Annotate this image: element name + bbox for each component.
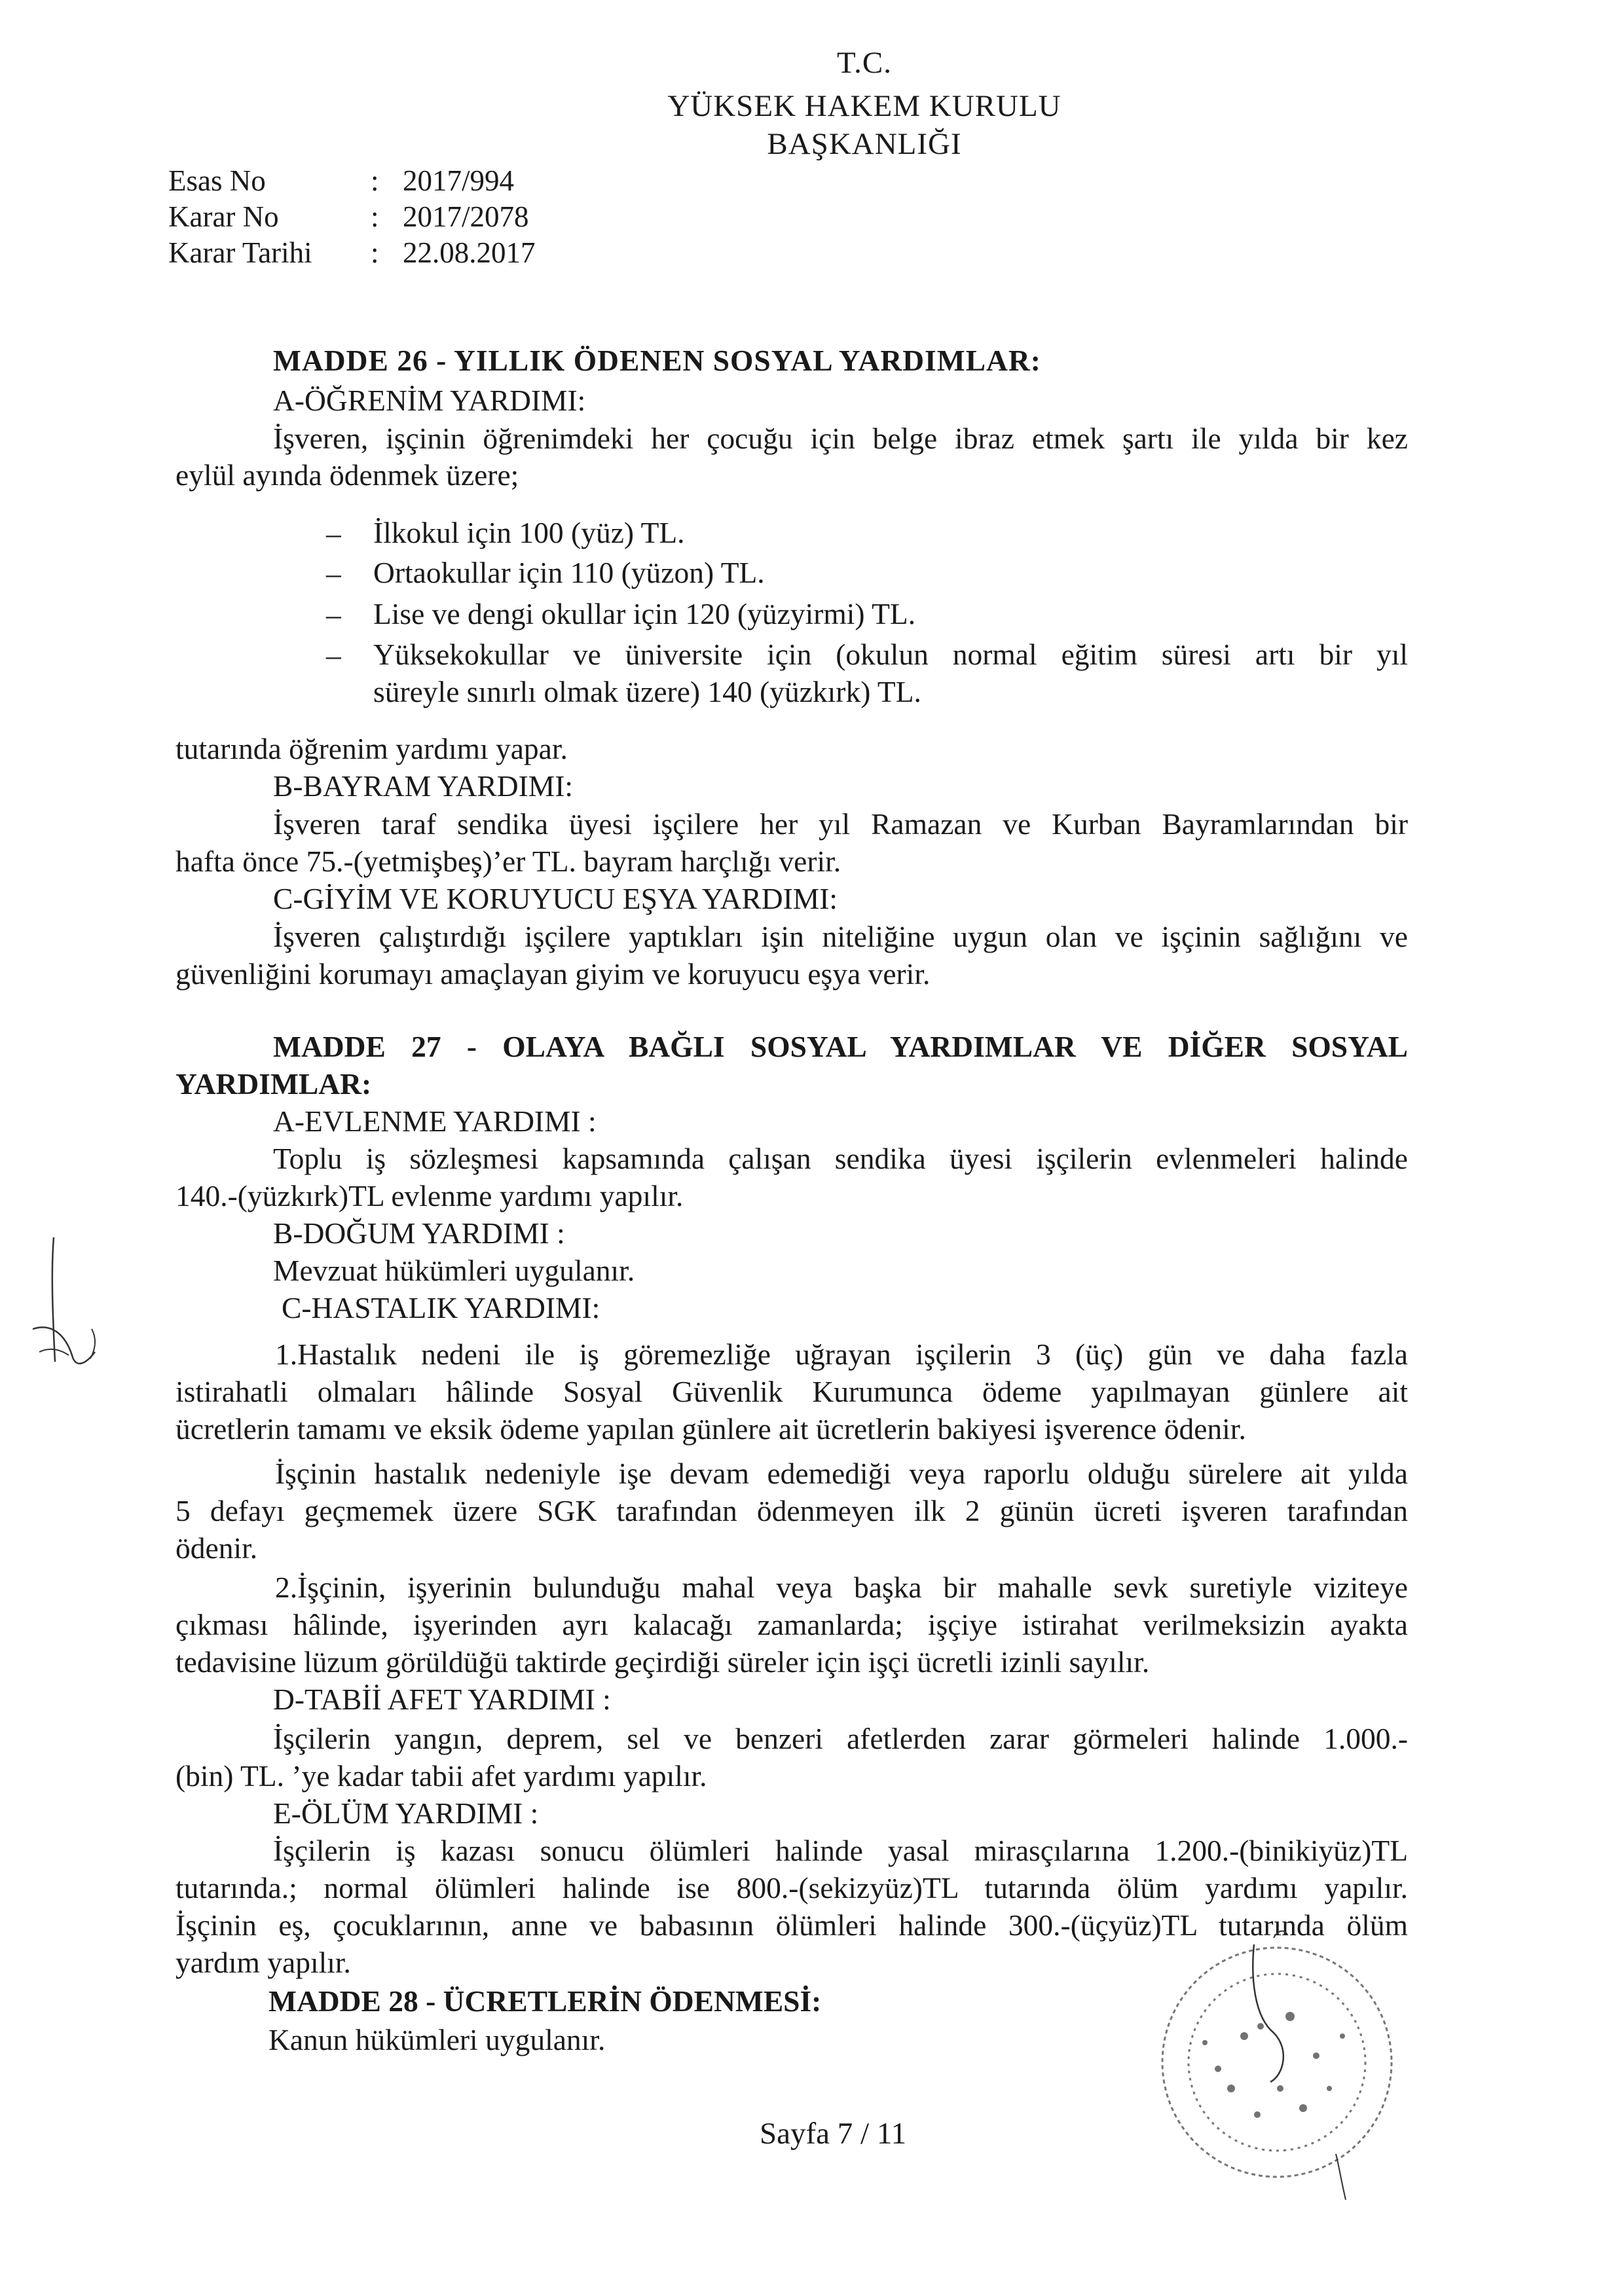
meta-tarih-value: 22.08.2017 [403, 236, 536, 269]
meta-tarih-colon: : [371, 236, 379, 269]
madde27-title-line2: YARDIMLAR: [175, 1067, 372, 1101]
page-number: Sayfa 7 / 11 [760, 2117, 907, 2151]
meta-esas-label: Esas No [168, 164, 266, 197]
madde26-a-end: tutarında öğrenim yardımı yapar. [175, 732, 568, 765]
madde26-a-line2: eylül ayında ödenmek üzere; [175, 458, 519, 492]
madde26-a-line1: İşveren, işçinin öğrenimdeki her çocuğu için belge ibraz etmek şartı ile yılda bir kez [273, 422, 1408, 455]
madde27-e-line1: İşçilerin iş kazası sonucu ölümleri halinde yasal mirasçılarına 1.200.-(binikiyüz)TL [273, 1834, 1408, 1867]
madde26-c-title: C-GİYİM VE KORUYUCU EŞYA YARDIMI: [273, 882, 838, 915]
meta-esas-colon: : [371, 164, 379, 197]
header-tc: T.C. [836, 46, 893, 80]
madde27-c1-line2: istirahatli olmaları hâlinde Sosyal Güvenlik Kurumunca ödeme yapılmayan günlere ait [175, 1375, 1408, 1408]
official-stamp [1120, 1918, 1434, 2226]
madde27-a-line1: Toplu iş sözleşmesi kapsamında çalışan sendika üyesi işçilerin evlenmeleri halinde [273, 1142, 1408, 1175]
madde27-b-title: B-DOĞUM YARDIMI : [273, 1216, 565, 1250]
list-item: Yüksekokullar ve üniversite için (okulun normal eğitim süresi artı bir yıl [373, 638, 1408, 671]
madde27-e-line4: yardım yapılır. [175, 1946, 351, 1979]
list-dash: – [326, 517, 341, 550]
madde26-title: MADDE 26 - YILLIK ÖDENEN SOSYAL YARDIMLAR: [273, 344, 1041, 377]
madde26-b-title: B-BAYRAM YARDIMI: [273, 769, 574, 803]
madde27-c2-line1: İşçinin hastalık nedeniyle işe devam edemediği veya raporlu olduğu sürelere ait yılda [275, 1457, 1408, 1490]
madde27-title-line1: MADDE 27 - OLAYA BAĞLI SOSYAL YARDIMLAR VE DİĞER SOSYAL [273, 1030, 1408, 1063]
list-item: Ortaokullar için 110 (yüzon) TL. [373, 556, 765, 589]
madde27-c3-line2: çıkması hâlinde, işyerinden ayrı kalacağı zamanlarda; işçiye istirahat verilmeksizin ayakta [175, 1608, 1408, 1641]
madde27-d-title: D-TABİİ AFET YARDIMI : [273, 1683, 611, 1716]
madde27-c2-line2: 5 defayı geçmemek üzere SGK tarafından ödenmeyen ilk 2 günün ücreti işveren tarafından [175, 1494, 1408, 1527]
list-dash: – [326, 598, 341, 631]
madde26-c-line1: İşveren çalıştırdığı işçilere yaptıkları işin niteliğine uygun olan ve işçinin sağlığını ve [273, 920, 1408, 953]
madde27-c1-line3: ücretlerin tamamı ve eksik ödeme yapılan günlere ait ücretlerin bakiyesi işverence ödenir. [175, 1412, 1246, 1446]
madde27-a-line2: 140.-(yüzkırk)TL evlenme yardımı yapılır. [175, 1179, 684, 1212]
madde26-c-line2: güvenliğini korumayı amaçlayan giyim ve koruyucu eşya verir. [175, 957, 931, 991]
header-org: YÜKSEK HAKEM KURULU [667, 89, 1061, 123]
madde27-d-line2: (bin) TL. ’ye kadar tabii afet yardımı yapılır. [175, 1759, 707, 1793]
madde28-title: MADDE 28 - ÜCRETLERİN ÖDENMESİ: [268, 1984, 822, 2018]
madde28-line1: Kanun hükümleri uygulanır. [268, 2023, 606, 2056]
madde27-b-line1: Mevzuat hükümleri uygulanır. [273, 1254, 635, 1287]
madde27-c3-line3: tedavisine lüzum görüldüğü taktirde geçirdiği süreler için işçi ücretli izinli sayılır. [175, 1645, 1150, 1679]
madde27-c-title: C-HASTALIK YARDIMI: [282, 1291, 600, 1324]
meta-esas-value: 2017/994 [403, 164, 515, 197]
madde27-d-line1: İşçilerin yangın, deprem, sel ve benzeri afetlerden zarar görmeleri halinde 1.000.- [273, 1722, 1408, 1755]
list-dash: – [326, 638, 341, 672]
meta-karar-value: 2017/2078 [403, 200, 529, 233]
madde27-e-line3: İşçinin eş, çocuklarının, anne ve babasının ölümleri halinde 300.-(üçyüz)TL tutarında ölüm [175, 1908, 1408, 1942]
madde27-e-title: E-ÖLÜM YARDIMI : [273, 1796, 539, 1830]
madde26-b-line2: hafta önce 75.-(yetmişbeş)’er TL. bayram harçlığı verir. [175, 845, 841, 878]
madde27-c2-line3: ödenir. [175, 1531, 258, 1565]
madde26-a-title: A-ÖĞRENİM YARDIMI: [273, 384, 586, 417]
madde27-a-title: A-EVLENME YARDIMI : [273, 1104, 597, 1138]
list-dash: – [326, 556, 341, 590]
madde27-c3-line1: 2.İşçinin, işyerinin bulunduğu mahal veya başka bir mahalle sevk suretiyle viziteye [275, 1571, 1408, 1604]
list-item-continued: süreyle sınırlı olmak üzere) 140 (yüzkırk) TL. [373, 675, 921, 708]
meta-karar-label: Karar No [168, 200, 279, 233]
meta-karar-colon: : [371, 200, 379, 233]
madde27-e-line2: tutarında.; normal ölümleri halinde ise 800.-(sekizyüz)TL tutarında ölüm yardımı yapılır. [175, 1871, 1408, 1904]
list-item: Lise ve dengi okullar için 120 (yüzyirmi) TL. [373, 597, 916, 630]
signature [13, 1231, 118, 1401]
list-item: İlkokul için 100 (yüz) TL. [373, 516, 685, 549]
madde26-b-line1: İşveren taraf sendika üyesi işçilere her yıl Ramazan ve Kurban Bayramlarından bir [273, 807, 1408, 841]
meta-tarih-label: Karar Tarihi [168, 236, 312, 269]
madde27-c1-line1: 1.Hastalık nedeni ile iş göremezliğe uğrayan işçilerin 3 (üç) gün ve daha fazla [275, 1338, 1408, 1371]
header-office: BAŞKANLIĞI [767, 127, 962, 161]
